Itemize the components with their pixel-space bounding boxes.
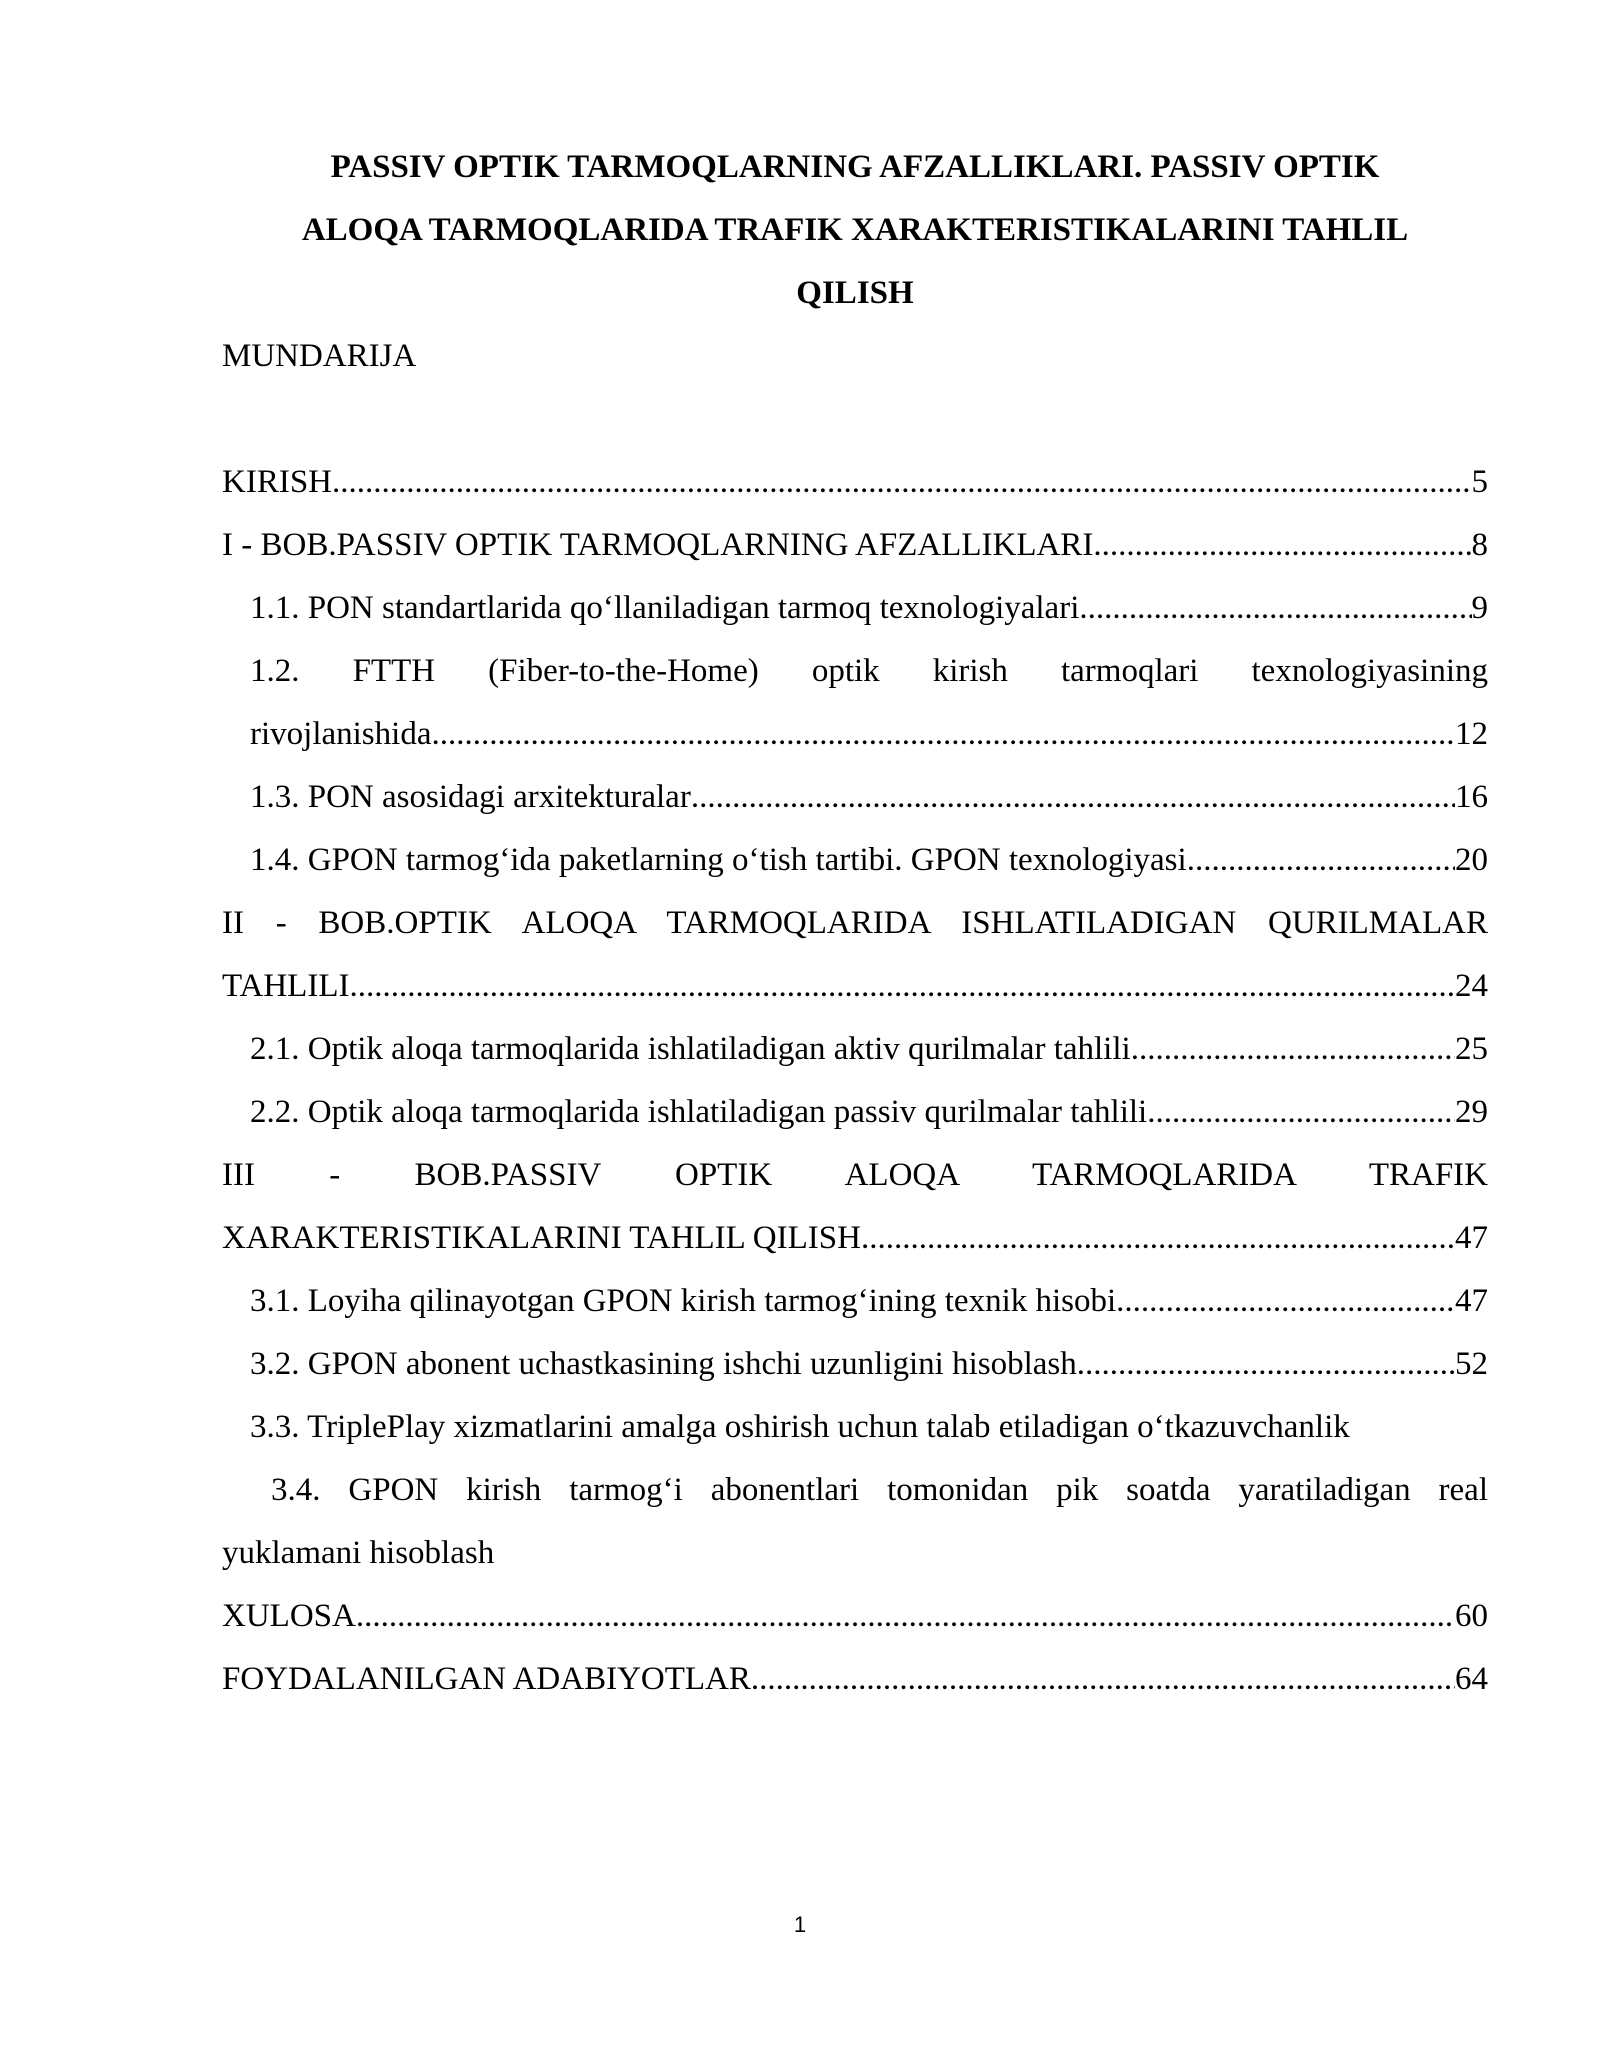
toc-entry-text: 2.1. Optik aloqa tarmoqlarida ishlatiladigan aktiv qurilmalar tahlili [250,1031,1131,1067]
title-line-3: QILISH [796,275,914,311]
toc-entry-text: 2.2. Optik aloqa tarmoqlarida ishlatiladigan passiv qurilmalar tahlili [250,1094,1148,1130]
toc-page-number: 47 [1455,1283,1488,1319]
toc-page-number: 29 [1455,1094,1488,1130]
toc-dot-leader [349,955,1455,1018]
toc-entry-section-1-3[interactable] [222,766,1488,829]
toc-entry-text: 3.2. GPON abonent uchastkasining ishchi uzunligini hisoblash [250,1346,1077,1382]
page-number: 1 [793,1912,807,1937]
toc-entry-text-line-1: II - BOB.OPTIK ALOQA TARMOQLARIDA ISHLATILADIGAN QURILMALAR [222,905,1488,941]
toc-entry-section-1-2[interactable] [222,640,1488,766]
toc-dot-leader [1131,1018,1455,1081]
toc-dot-leader [1093,514,1471,577]
toc-entry-chapter-3[interactable] [222,1144,1488,1270]
toc-page-number: 60 [1455,1598,1488,1634]
toc-entry-text: FOYDALANILGAN ADABIYOTLAR [222,1661,751,1697]
toc-entry-text: 3.1. Loyiha qilinayotgan GPON kirish tarmog‘ining texnik hisobi [250,1283,1117,1319]
toc-entry-section-1-1[interactable] [222,577,1488,640]
toc-entry-text: XARAKTERISTIKALARINI TAHLIL QILISH [222,1220,861,1256]
toc-entry-text-line-1: 1.2. FTTH (Fiber-to-the-Home) optik kirish tarmoqlari texnologiyasining [250,653,1488,689]
document-title [222,136,1488,325]
toc-entry-chapter-1[interactable] [222,514,1488,577]
toc-entry-chapter-2[interactable] [222,892,1488,1018]
toc-page-number: 47 [1455,1220,1488,1256]
toc-dot-leader [751,1648,1455,1711]
toc-entry-section-2-1[interactable] [222,1018,1488,1081]
toc-entry-text: XULOSA [222,1598,356,1634]
page-content [222,136,1488,1711]
toc-entry-text: 1.3. PON asosidagi arxitekturalar [250,779,691,815]
toc-entry-kirish[interactable] [222,451,1488,514]
toc-dot-leader [861,1207,1455,1270]
toc-entry-section-2-2[interactable] [222,1081,1488,1144]
toc-dot-leader [1077,1333,1455,1396]
toc-dot-leader [1116,1270,1455,1333]
toc-entry-section-3-2[interactable] [222,1333,1488,1396]
toc-entry-xulosa[interactable] [222,1585,1488,1648]
toc-page-number: 5 [1471,464,1488,500]
toc-entry-text: 1.1. PON standartlarida qo‘llaniladigan tarmoq texnologiyalari [250,590,1080,626]
toc-page-number: 20 [1455,842,1488,878]
toc-entry-text: TAHLILI [222,968,350,1004]
toc-page-number: 24 [1455,968,1488,1004]
toc-entry-section-1-4[interactable] [222,829,1488,892]
toc-entry-text-line-1: 3.4. GPON kirish tarmog‘i abonentlari tomonidan pik soatda yaratiladigan real [271,1472,1488,1508]
toc-entry-line-2 [222,1207,1488,1270]
toc-entry-section-3-1[interactable] [222,1270,1488,1333]
toc-entry-text: KIRISH [222,464,333,500]
toc-spacer [222,388,1488,451]
toc-page-number: 52 [1455,1346,1488,1382]
toc-entry-section-3-4[interactable] [222,1459,1488,1585]
toc-dot-leader [332,451,1471,514]
toc-dot-leader [1187,829,1455,892]
title-line-2: ALOQA TARMOQLARIDA TRAFIK XARAKTERISTIKALARINI TAHLIL [301,212,1409,248]
toc-entry-adabiyotlar[interactable] [222,1648,1488,1711]
toc-entry-text-line-1: III - BOB.PASSIV OPTIK ALOQA TARMOQLARIDA TRAFIK [222,1157,1488,1193]
toc-page-number: 64 [1455,1661,1488,1697]
toc-page-number: 8 [1471,527,1488,563]
toc-entry-section-3-3[interactable]: 3.3. TriplePlay xizmatlarini amalga oshirish uchun talab etiladigan o‘tkazuvchanlik [250,1409,1350,1445]
toc-page-number: 9 [1471,590,1488,626]
toc-dot-leader [691,766,1455,829]
toc-page-number: 12 [1455,716,1488,752]
toc-page-number: 16 [1455,779,1488,815]
toc-heading: MUNDARIJA [222,338,417,374]
toc-page-number: 25 [1455,1031,1488,1067]
toc-dot-leader [356,1585,1455,1648]
title-line-1: PASSIV OPTIK TARMOQLARNING AFZALLIKLARI. PASSIV OPTIK [330,149,1380,185]
table-of-contents [222,451,1488,1711]
toc-entry-text: 1.4. GPON tarmog‘ida paketlarning o‘tish tartibi. GPON texnologiyasi [250,842,1187,878]
toc-dot-leader [431,703,1455,766]
toc-dot-leader [1147,1081,1455,1144]
toc-entry-text: I - BOB.PASSIV OPTIK TARMOQLARNING AFZALLIKLARI [222,527,1094,563]
toc-dot-leader [1079,577,1471,640]
toc-entry-text: rivojlanishida [250,716,432,752]
toc-entry-line-2 [222,703,1488,766]
toc-entry-line-2 [222,955,1488,1018]
toc-entry-text-line-2: yuklamani hisoblash [222,1535,495,1571]
